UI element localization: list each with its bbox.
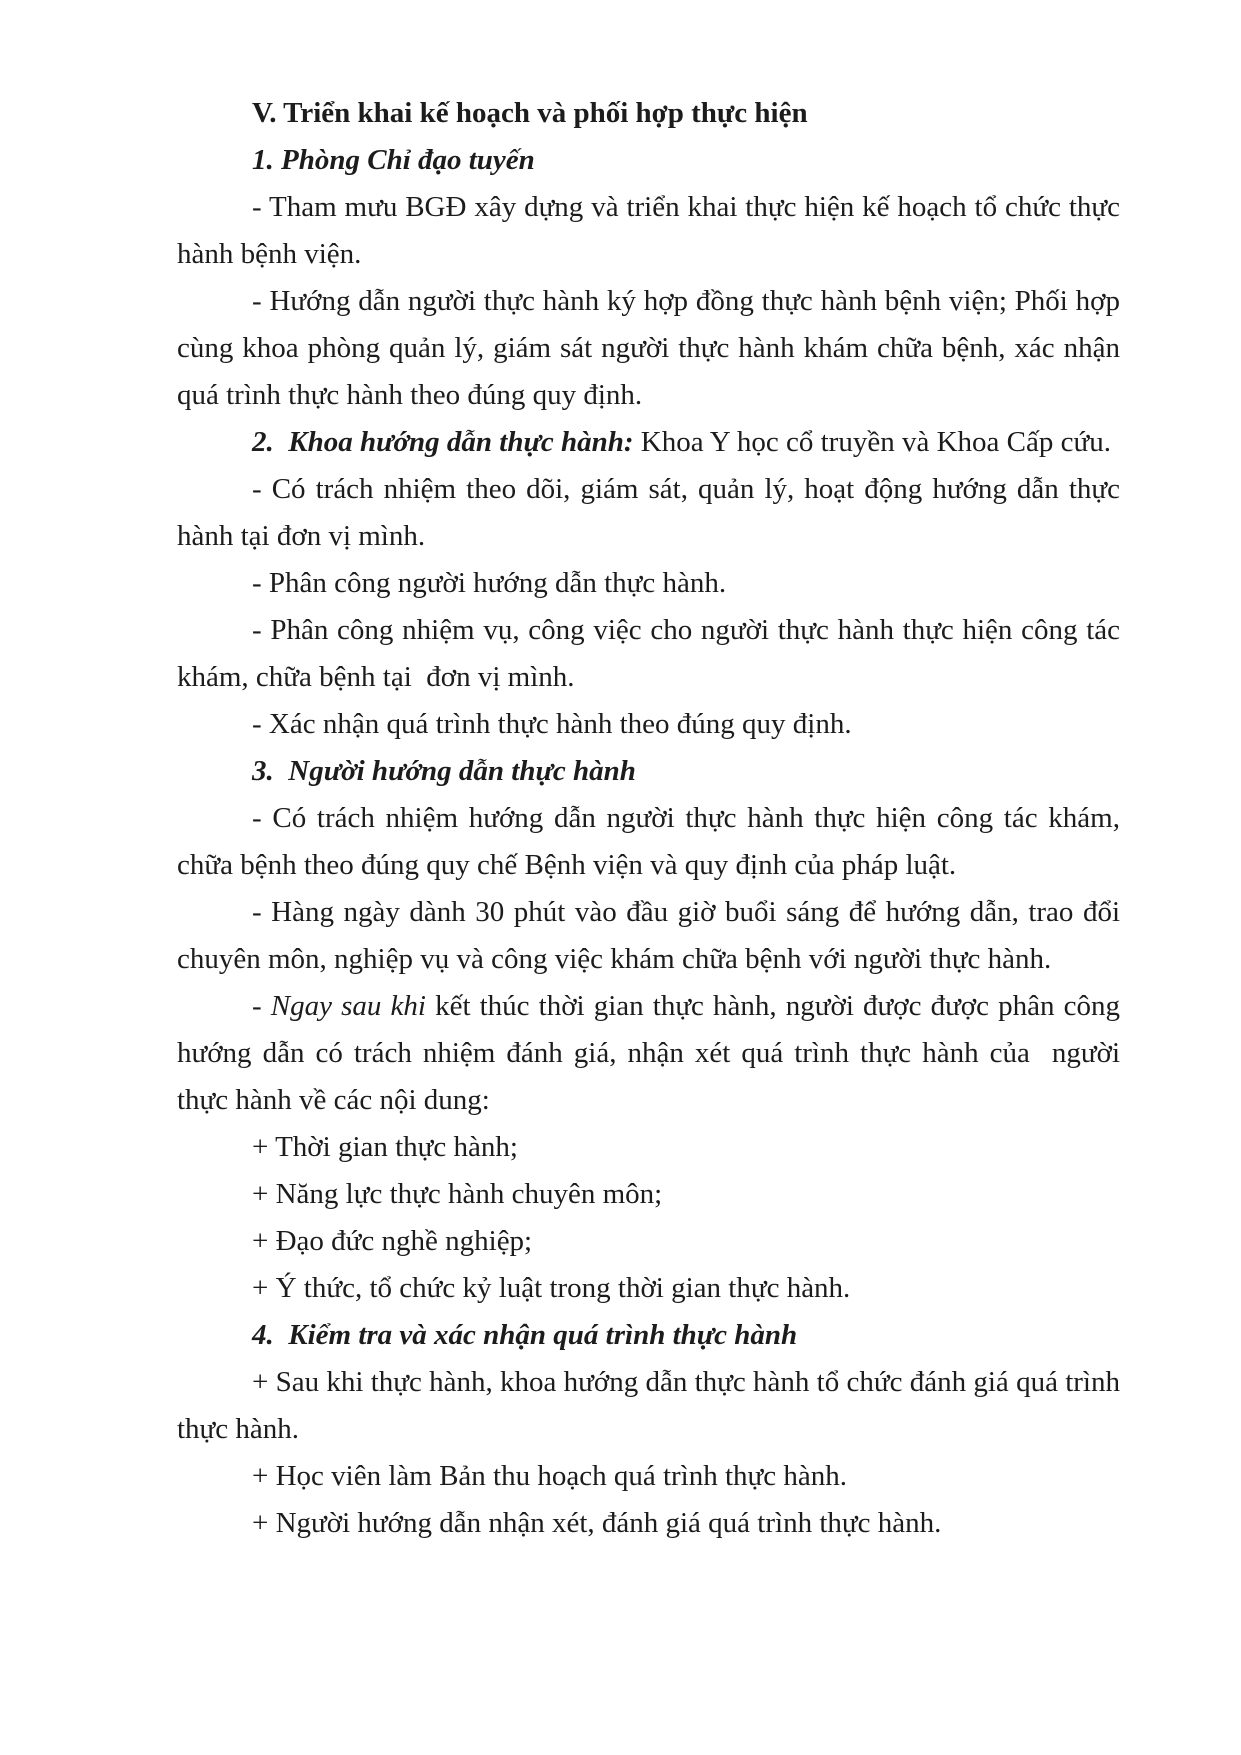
text-run: + Năng lực thực hành chuyên môn;	[252, 1178, 663, 1210]
para-phan-cong-nhiem-vu	[177, 607, 1120, 701]
heading-1-phong-chi-dao-tuyen	[177, 137, 1120, 184]
text-run: Khoa Y học cổ truyền và Khoa Cấp cứu.	[633, 426, 1111, 458]
text-run: + Học viên làm Bản thu hoạch quá trình thực hành.	[252, 1460, 848, 1492]
para-huong-dan-ky-hop-dong	[177, 278, 1120, 419]
bullet-nguoi-huong-dan-nhan-xet	[177, 1500, 1120, 1547]
bullet-thoi-gian-thuc-hanh	[177, 1124, 1120, 1171]
bullet-sau-khi-thuc-hanh	[177, 1359, 1120, 1453]
text-run: - Có trách nhiệm hướng dẫn người thực hành thực hiện công tác khám, chữa bệnh theo đúng quy chế Bệnh viện và quy định của pháp luật.	[177, 802, 1120, 881]
bullet-nang-luc-chuyen-mon	[177, 1171, 1120, 1218]
para-phan-cong-nguoi-huong-dan	[177, 560, 1120, 607]
text-run: - Hàng ngày dành 30 phút vào đầu giờ buổi sáng để hướng dẫn, trao đổi chuyên môn, nghiệp vụ và công việc khám chữa bệnh với người thực hành.	[177, 896, 1120, 975]
para-co-trach-nhiem-huong-dan	[177, 795, 1120, 889]
para-ngay-sau-khi	[177, 983, 1120, 1124]
text-run: - Hướng dẫn người thực hành ký hợp đồng thực hành bệnh viện; Phối hợp cùng khoa phòng quản lý, giám sát người thực hành khám chữa bệnh, xác nhận quá trình thực hành theo đúng quy định.	[177, 285, 1120, 411]
text-run: - Phân công nhiệm vụ, công việc cho người thực hành thực hiện công tác khám, chữa bệnh tại đơn vị mình.	[177, 614, 1120, 693]
heading-3-nguoi-huong-dan-thuc-hanh	[177, 748, 1120, 795]
heading-2-khoa-huong-dan-thuc-hanh	[177, 419, 1120, 466]
text-run: Ngay sau khi	[270, 990, 426, 1022]
para-co-trach-nhiem-theo-doi	[177, 466, 1120, 560]
para-tham-muu-bgd	[177, 184, 1120, 278]
text-run: + Đạo đức nghề nghiệp;	[252, 1225, 533, 1257]
bullet-hoc-vien-ban-thu-hoach	[177, 1453, 1120, 1500]
para-hang-ngay-30-phut	[177, 889, 1120, 983]
text-run: - Phân công người hướng dẫn thực hành.	[252, 567, 727, 599]
document-body	[177, 90, 1120, 1547]
text-run: 2. Khoa hướng dẫn thực hành:	[252, 426, 634, 458]
text-run: - Có trách nhiệm theo dõi, giám sát, quản lý, hoạt động hướng dẫn thực hành tại đơn vị mình.	[177, 473, 1120, 552]
heading-4-kiem-tra-xac-nhan	[177, 1312, 1120, 1359]
para-xac-nhan-qua-trinh	[177, 701, 1120, 748]
text-run: - Xác nhận quá trình thực hành theo đúng quy định.	[252, 708, 852, 740]
text-run: + Sau khi thực hành, khoa hướng dẫn thực hành tổ chức đánh giá quá trình thực hành.	[177, 1366, 1120, 1445]
text-run: 4. Kiểm tra và xác nhận quá trình thực hành	[252, 1319, 798, 1351]
text-run: 1. Phòng Chỉ đạo tuyến	[252, 144, 535, 176]
bullet-y-thuc-ky-luat	[177, 1265, 1120, 1312]
text-run: - Tham mưu BGĐ xây dựng và triển khai thực hiện kế hoạch tổ chức thực hành bệnh viện.	[177, 191, 1120, 270]
text-run: V. Triển khai kế hoạch và phối hợp thực hiện	[252, 97, 808, 129]
text-run: 3. Người hướng dẫn thực hành	[252, 755, 636, 787]
text-run: + Thời gian thực hành;	[252, 1131, 518, 1163]
heading-section-v	[177, 90, 1120, 137]
text-run: -	[252, 990, 271, 1022]
text-run: kết thúc thời gian thực hành, người được được phân công hướng dẫn có trách nhiệm đánh giá, nhận xét quá trình thực hành của người thực hành về các nội dung:	[177, 990, 1120, 1116]
text-run: + Ý thức, tổ chức kỷ luật trong thời gian thực hành.	[252, 1272, 851, 1304]
bullet-dao-duc-nghe-nghiep	[177, 1218, 1120, 1265]
text-run: + Người hướng dẫn nhận xét, đánh giá quá trình thực hành.	[252, 1507, 942, 1539]
